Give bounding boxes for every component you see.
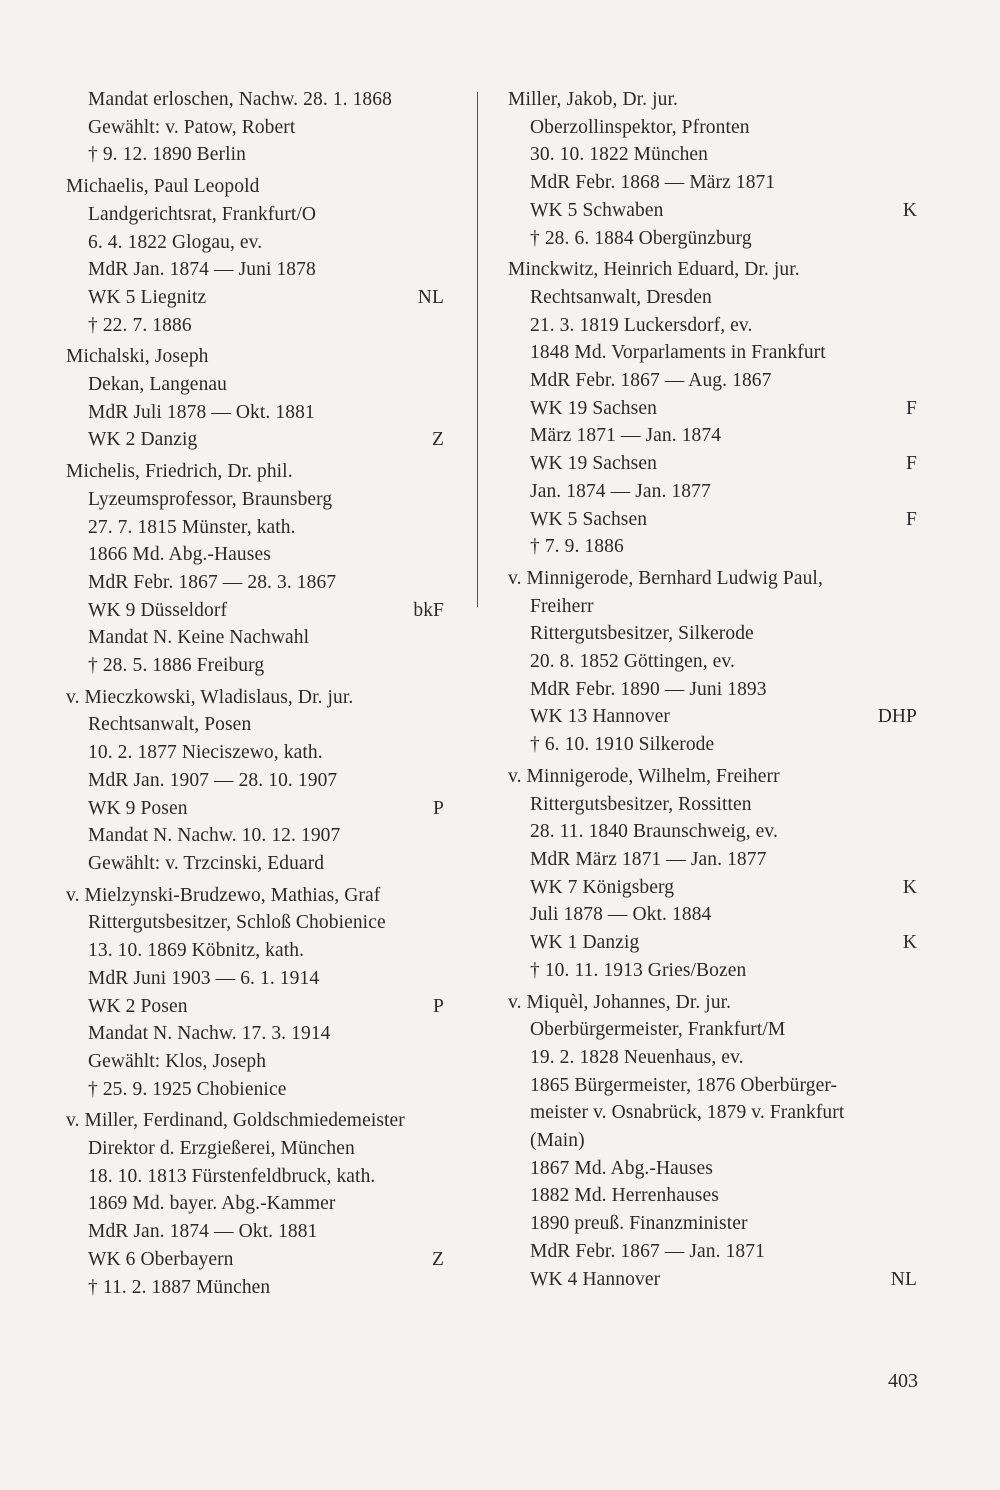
entry-text: 10. 2. 1877 Nieciszewo, kath. bbox=[88, 742, 323, 764]
entry-name bbox=[508, 565, 917, 593]
biography-entry bbox=[66, 86, 444, 169]
entry-line bbox=[508, 114, 917, 142]
entry-text: WK 7 Königsberg bbox=[530, 876, 675, 898]
entry-text: Gewählt: Klos, Joseph bbox=[88, 1050, 267, 1072]
entry-text: 1867 Md. Abg.-Hauses bbox=[530, 1157, 713, 1179]
entry-text: WK 4 Hannover bbox=[530, 1268, 661, 1290]
entry-line bbox=[66, 822, 444, 850]
entry-line bbox=[66, 514, 444, 542]
party-label: F bbox=[906, 453, 917, 475]
entry-text: Oberbürgermeister, Frankfurt/M bbox=[530, 1019, 786, 1041]
entry-line bbox=[508, 395, 917, 423]
entry-text: WK 9 Düsseldorf bbox=[88, 599, 228, 621]
entry-name bbox=[66, 173, 444, 201]
entry-line bbox=[508, 478, 917, 506]
entry-line bbox=[508, 225, 917, 253]
entry-line bbox=[508, 339, 917, 367]
entry-text: 20. 8. 1852 Göttingen, ev. bbox=[530, 651, 735, 673]
entry-text: Landgerichtsrat, Frankfurt/O bbox=[88, 203, 317, 225]
entry-text: (Main) bbox=[530, 1130, 585, 1152]
entry-line bbox=[66, 652, 444, 680]
entry-text: Rechtsanwalt, Posen bbox=[88, 714, 252, 736]
entry-line bbox=[66, 312, 444, 340]
entry-line bbox=[508, 1266, 917, 1294]
entry-line bbox=[66, 86, 444, 114]
entry-text: Lyzeumsprofessor, Braunsberg bbox=[88, 488, 333, 510]
entry-text: 19. 2. 1828 Neuenhaus, ev. bbox=[530, 1046, 744, 1068]
entry-line bbox=[66, 1190, 444, 1218]
entry-line bbox=[66, 371, 444, 399]
entry-line bbox=[66, 739, 444, 767]
biography-entry bbox=[66, 882, 444, 1104]
entry-line bbox=[508, 731, 917, 759]
entry-name bbox=[508, 763, 917, 791]
party-label: NL bbox=[417, 286, 444, 308]
entry-text: Minckwitz, Heinrich Eduard, Dr. jur. bbox=[508, 259, 800, 281]
entry-text: MdR Febr. 1867 — Aug. 1867 bbox=[530, 370, 772, 392]
entry-text: Michelis, Friedrich, Dr. phil. bbox=[66, 461, 293, 483]
entry-text: † 9. 12. 1890 Berlin bbox=[88, 144, 246, 166]
entry-text: MdR Jan. 1907 — 28. 10. 1907 bbox=[88, 769, 338, 791]
entry-line bbox=[508, 1072, 917, 1100]
entry-text: WK 19 Sachsen bbox=[530, 453, 657, 475]
entry-name bbox=[66, 1107, 444, 1135]
biography-entry bbox=[508, 256, 917, 561]
entry-text: Dekan, Langenau bbox=[88, 374, 228, 396]
entry-line bbox=[66, 486, 444, 514]
entry-text: MdR Jan. 1874 — Juni 1878 bbox=[88, 259, 316, 281]
entry-line bbox=[508, 450, 917, 478]
entry-line bbox=[508, 1016, 917, 1044]
biography-entry bbox=[66, 684, 444, 878]
entry-text: Direktor d. Erzgießerei, München bbox=[88, 1138, 355, 1160]
party-label: Z bbox=[431, 429, 444, 451]
entry-line bbox=[66, 1076, 444, 1104]
entry-line bbox=[508, 874, 917, 902]
entry-text: † 7. 9. 1886 bbox=[530, 536, 624, 558]
entry-text: MdR Juli 1878 — Okt. 1881 bbox=[88, 401, 315, 423]
entry-line bbox=[508, 846, 917, 874]
entry-text: v. Mieczkowski, Wladislaus, Dr. jur. bbox=[66, 686, 354, 708]
entry-text: WK 5 Schwaben bbox=[530, 199, 664, 221]
entry-line bbox=[508, 957, 917, 985]
entry-line bbox=[508, 1044, 917, 1072]
entry-line bbox=[508, 620, 917, 648]
entry-text: † 6. 10. 1910 Silkerode bbox=[530, 734, 715, 756]
entry-line bbox=[508, 676, 917, 704]
entry-line bbox=[66, 1048, 444, 1076]
entry-line bbox=[66, 229, 444, 257]
biography-entry bbox=[508, 565, 917, 759]
entry-line bbox=[66, 541, 444, 569]
entry-line bbox=[66, 909, 444, 937]
entry-text: Rittergutsbesitzer, Rossitten bbox=[530, 793, 752, 815]
entry-text: Mandat N. Nachw. 17. 3. 1914 bbox=[88, 1023, 331, 1045]
entry-line bbox=[508, 141, 917, 169]
entry-line bbox=[66, 284, 444, 312]
entry-line bbox=[66, 1135, 444, 1163]
entry-text: März 1871 — Jan. 1874 bbox=[530, 425, 722, 447]
entry-line bbox=[508, 197, 917, 225]
entry-text: 1848 Md. Vorparlaments in Frankfurt bbox=[530, 342, 826, 364]
party-label: NL bbox=[890, 1268, 917, 1290]
entry-text: † 28. 5. 1886 Freiburg bbox=[88, 655, 265, 677]
entry-line bbox=[508, 1127, 917, 1155]
entry-line bbox=[508, 1210, 917, 1238]
entry-text: v. Miquèl, Johannes, Dr. jur. bbox=[508, 991, 732, 1013]
entry-text: 18. 10. 1813 Fürstenfeldbruck, kath. bbox=[88, 1165, 376, 1187]
entry-text: Freiherr bbox=[530, 595, 594, 617]
entry-text: 30. 10. 1822 München bbox=[530, 144, 709, 166]
entry-line bbox=[66, 1246, 444, 1274]
entry-line bbox=[508, 901, 917, 929]
entry-text: 1865 Bürgermeister, 1876 Oberbürger- bbox=[530, 1074, 838, 1096]
entry-name bbox=[508, 989, 917, 1017]
entry-text: Rittergutsbesitzer, Silkerode bbox=[530, 623, 754, 645]
entry-text: Miller, Jakob, Dr. jur. bbox=[508, 89, 678, 110]
entry-text: v. Minnigerode, Bernhard Ludwig Paul, bbox=[508, 567, 823, 589]
entry-text: meister v. Osnabrück, 1879 v. Frankfurt bbox=[530, 1102, 845, 1124]
entry-line bbox=[508, 367, 917, 395]
entry-name bbox=[66, 684, 444, 712]
entry-line bbox=[66, 256, 444, 284]
entry-text: † 28. 6. 1884 Obergünzburg bbox=[530, 227, 752, 249]
entry-line bbox=[508, 1238, 917, 1266]
entry-text: MdR Febr. 1868 — März 1871 bbox=[530, 172, 776, 194]
party-label: DHP bbox=[877, 706, 917, 728]
entry-line bbox=[508, 1099, 917, 1127]
right-column bbox=[508, 86, 917, 1297]
entry-text: Mandat N. Nachw. 10. 12. 1907 bbox=[88, 825, 341, 847]
entry-line bbox=[508, 703, 917, 731]
entry-text: Mandat N. Keine Nachwahl bbox=[88, 627, 310, 649]
party-label: K bbox=[902, 932, 917, 954]
entry-text: 6. 4. 1822 Glogau, ev. bbox=[88, 231, 263, 253]
entry-line bbox=[66, 965, 444, 993]
party-label: F bbox=[906, 397, 917, 419]
entry-text: WK 13 Hannover bbox=[530, 706, 671, 728]
column-divider bbox=[477, 92, 478, 607]
entry-text: 1882 Md. Herrenhauses bbox=[530, 1185, 719, 1207]
entry-name bbox=[66, 343, 444, 371]
entry-text: MdR Jan. 1874 — Okt. 1881 bbox=[88, 1221, 318, 1243]
entry-text: WK 5 Liegnitz bbox=[88, 286, 207, 308]
entry-line bbox=[66, 201, 444, 229]
entry-line bbox=[66, 399, 444, 427]
biography-entry bbox=[508, 989, 917, 1294]
party-label: bkF bbox=[413, 599, 444, 621]
entry-text: Rechtsanwalt, Dresden bbox=[530, 286, 712, 308]
entry-line bbox=[66, 1218, 444, 1246]
entry-text: MdR Febr. 1867 — 28. 3. 1867 bbox=[88, 571, 337, 593]
biography-entry bbox=[66, 458, 444, 680]
biography-entry bbox=[508, 86, 917, 252]
entry-line bbox=[66, 141, 444, 169]
entry-line bbox=[508, 818, 917, 846]
entry-text: 1890 preuß. Finanzminister bbox=[530, 1213, 748, 1235]
biography-entry bbox=[66, 173, 444, 339]
entry-text: WK 2 Danzig bbox=[88, 429, 198, 451]
entry-line bbox=[508, 648, 917, 676]
entry-text: † 11. 2. 1887 München bbox=[88, 1276, 271, 1298]
entry-line bbox=[66, 569, 444, 597]
entry-text: Oberzollinspektor, Pfronten bbox=[530, 116, 750, 138]
entry-line bbox=[508, 284, 917, 312]
entry-text: v. Mielzynski-Brudzewo, Mathias, Graf bbox=[66, 884, 381, 906]
biography-entry bbox=[508, 763, 917, 985]
entry-line bbox=[508, 312, 917, 340]
entry-text: Jan. 1874 — Jan. 1877 bbox=[530, 480, 711, 502]
party-label: P bbox=[433, 797, 444, 819]
entry-text: WK 19 Sachsen bbox=[530, 397, 657, 419]
entry-line bbox=[66, 767, 444, 795]
biography-entry bbox=[66, 343, 444, 454]
party-label: Z bbox=[431, 1248, 444, 1270]
entry-line bbox=[508, 593, 917, 621]
entry-text: WK 1 Danzig bbox=[530, 932, 640, 954]
entry-name bbox=[508, 86, 917, 114]
entry-line bbox=[508, 1155, 917, 1183]
entry-text: Michaelis, Paul Leopold bbox=[66, 176, 260, 198]
page-number: 403 bbox=[888, 1370, 918, 1392]
entry-text: † 22. 7. 1886 bbox=[88, 314, 192, 336]
entry-line bbox=[66, 795, 444, 823]
entry-line bbox=[66, 1163, 444, 1191]
entry-text: † 25. 9. 1925 Chobienice bbox=[88, 1078, 287, 1100]
entry-line bbox=[508, 506, 917, 534]
entry-line bbox=[66, 597, 444, 625]
entry-name bbox=[508, 256, 917, 284]
entry-line bbox=[66, 114, 444, 142]
entry-text: Gewählt: v. Trzcinski, Eduard bbox=[88, 852, 325, 874]
entry-text: 21. 3. 1819 Luckersdorf, ev. bbox=[530, 314, 753, 336]
entry-line bbox=[66, 850, 444, 878]
entry-line bbox=[508, 791, 917, 819]
entry-text: MdR Febr. 1890 — Juni 1893 bbox=[530, 678, 767, 700]
party-label: P bbox=[433, 995, 444, 1017]
entry-line bbox=[508, 929, 917, 957]
entry-text: WK 9 Posen bbox=[88, 797, 188, 819]
entry-line bbox=[66, 711, 444, 739]
entry-text: WK 6 Oberbayern bbox=[88, 1248, 234, 1270]
entry-text: WK 2 Posen bbox=[88, 995, 188, 1017]
entry-line bbox=[508, 169, 917, 197]
entry-text: v. Minnigerode, Wilhelm, Freiherr bbox=[508, 765, 780, 787]
entry-text: Rittergutsbesitzer, Schloß Chobienice bbox=[88, 912, 386, 934]
entry-text: WK 5 Sachsen bbox=[530, 508, 648, 530]
entry-line bbox=[66, 993, 444, 1021]
biography-entry bbox=[66, 1107, 444, 1301]
entry-text: Juli 1878 — Okt. 1884 bbox=[530, 904, 712, 926]
party-label: F bbox=[906, 508, 917, 530]
left-column bbox=[66, 86, 444, 1305]
entry-name bbox=[66, 882, 444, 910]
entry-text: MdR Febr. 1867 — Jan. 1871 bbox=[530, 1240, 765, 1262]
entry-text: 1866 Md. Abg.-Hauses bbox=[88, 544, 271, 566]
entry-line bbox=[66, 426, 444, 454]
entry-line bbox=[66, 624, 444, 652]
party-label: K bbox=[902, 199, 917, 221]
entry-text: 1869 Md. bayer. Abg.-Kammer bbox=[88, 1193, 336, 1215]
entry-text: 13. 10. 1869 Köbnitz, kath. bbox=[88, 940, 305, 962]
party-label: K bbox=[902, 876, 917, 898]
entry-line bbox=[66, 937, 444, 965]
entry-text: † 10. 11. 1913 Gries/Bozen bbox=[530, 959, 747, 981]
entry-line bbox=[508, 533, 917, 561]
entry-line bbox=[508, 422, 917, 450]
entry-text: Michalski, Joseph bbox=[66, 346, 209, 368]
entry-text: MdR März 1871 — Jan. 1877 bbox=[530, 848, 767, 870]
entry-text: Gewählt: v. Patow, Robert bbox=[88, 116, 296, 138]
entry-text: v. Miller, Ferdinand, Goldschmiedemeister bbox=[66, 1110, 405, 1132]
entry-text: 28. 11. 1840 Braunschweig, ev. bbox=[530, 821, 778, 843]
entry-text: Mandat erloschen, Nachw. 28. 1. 1868 bbox=[88, 89, 392, 110]
entry-text: MdR Juni 1903 — 6. 1. 1914 bbox=[88, 967, 320, 989]
entry-line bbox=[66, 1020, 444, 1048]
entry-name bbox=[66, 458, 444, 486]
entry-line bbox=[66, 1274, 444, 1302]
entry-line bbox=[508, 1182, 917, 1210]
entry-text: 27. 7. 1815 Münster, kath. bbox=[88, 516, 296, 538]
